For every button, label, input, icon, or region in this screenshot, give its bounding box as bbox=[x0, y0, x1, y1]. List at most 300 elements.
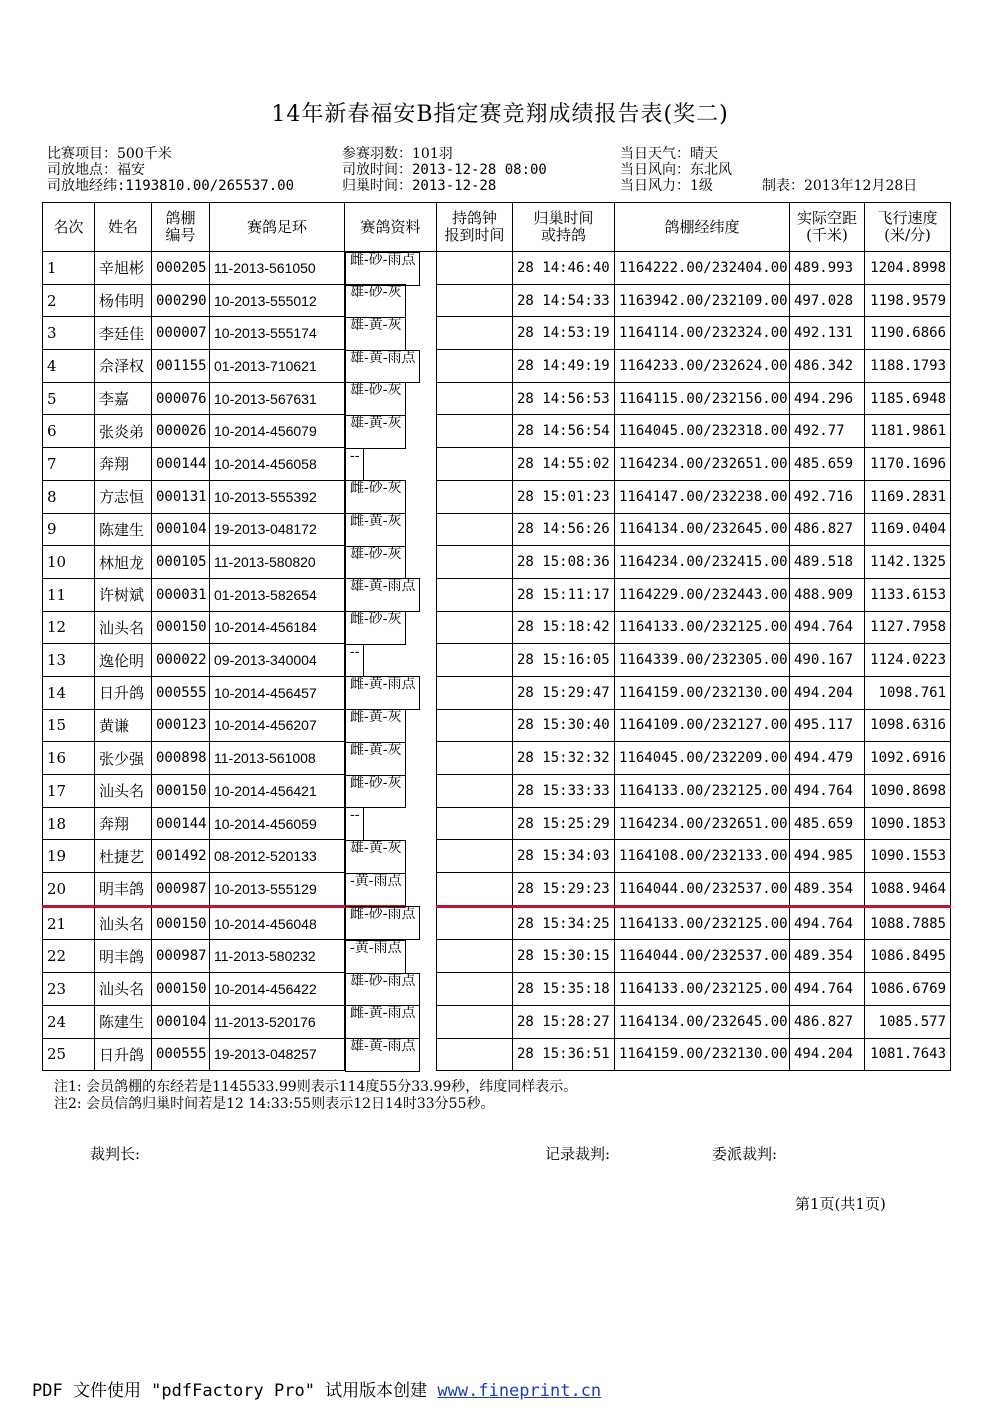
cell-arrival-time: 28 15:30:15 bbox=[513, 940, 615, 973]
cell-name: 黄谦 bbox=[95, 709, 152, 742]
table-row bbox=[43, 578, 951, 611]
cell-loft-id: 000150 bbox=[152, 611, 210, 644]
cell-ring: 08-2012-520133 bbox=[210, 840, 345, 873]
cell-distance: 486.827 bbox=[790, 1005, 865, 1038]
cell-speed: 1124.0223 bbox=[865, 644, 951, 677]
cell-distance: 492.77 bbox=[790, 415, 865, 448]
cell-loft-id: 000123 bbox=[152, 709, 210, 742]
cell-pigeon-info: 雄-砂-灰 bbox=[345, 546, 406, 580]
cell-loft-coords: 1164114.00/232324.00 bbox=[615, 317, 790, 350]
cell-rank: 10 bbox=[43, 546, 95, 579]
table-row bbox=[43, 350, 951, 383]
table-header-row bbox=[43, 203, 951, 252]
header-clock-time: 持鸽钟 报到时间 bbox=[437, 203, 513, 252]
cell-speed: 1142.1325 bbox=[865, 546, 951, 579]
cell-loft-coords: 1164229.00/232443.00 bbox=[615, 578, 790, 611]
page-title: 14年新春福安B指定赛竞翔成绩报告表(奖二) bbox=[271, 102, 729, 127]
cell-speed: 1204.8998 bbox=[865, 252, 951, 285]
cell-loft-coords: 1164133.00/232125.00 bbox=[615, 973, 790, 1006]
cell-ring: 10-2013-555174 bbox=[210, 317, 345, 350]
cell-loft-id: 000987 bbox=[152, 873, 210, 907]
cell-clock-time bbox=[437, 284, 513, 317]
cell-ring: 10-2014-456058 bbox=[210, 448, 345, 481]
header-loft-id: 鸽棚 编号 bbox=[152, 203, 210, 252]
cell-ring: 01-2013-710621 bbox=[210, 350, 345, 383]
cell-ring: 09-2013-340004 bbox=[210, 644, 345, 677]
cell-rank: 13 bbox=[43, 644, 95, 677]
cell-distance: 492.131 bbox=[790, 317, 865, 350]
cell-rank: 4 bbox=[43, 350, 95, 383]
cell-clock-time bbox=[437, 940, 513, 973]
cell-distance: 490.167 bbox=[790, 644, 865, 677]
page-number: 第1页(共1页) bbox=[795, 1195, 886, 1213]
cell-loft-id: 000026 bbox=[152, 415, 210, 448]
cell-loft-id: 000205 bbox=[152, 252, 210, 285]
cell-pigeon-info: -- bbox=[345, 644, 364, 678]
cell-loft-id: 000290 bbox=[152, 284, 210, 317]
cell-pigeon-info: 雌-砂-灰 bbox=[345, 480, 406, 514]
info-event: 比赛项目：500千米 bbox=[47, 146, 172, 162]
cell-distance: 488.909 bbox=[790, 578, 865, 611]
cell-name: 李廷佳 bbox=[95, 317, 152, 350]
cell-arrival-time: 28 14:56:26 bbox=[513, 513, 615, 546]
cell-name: 辛旭彬 bbox=[95, 252, 152, 285]
cell-arrival-time: 28 14:49:19 bbox=[513, 350, 615, 383]
cell-pigeon-info: 雄-黄-雨点 bbox=[345, 578, 420, 612]
cell-arrival-time: 28 14:54:33 bbox=[513, 284, 615, 317]
cell-distance: 486.827 bbox=[790, 513, 865, 546]
header-loft-coords: 鸽棚经纬度 bbox=[615, 203, 790, 252]
table-row bbox=[43, 644, 951, 677]
cell-name: 方志恒 bbox=[95, 480, 152, 513]
cell-clock-time bbox=[437, 973, 513, 1006]
cell-name: 汕头名 bbox=[95, 775, 152, 808]
cell-arrival-time: 28 15:34:25 bbox=[513, 906, 615, 940]
cell-ring: 10-2014-456079 bbox=[210, 415, 345, 448]
cell-clock-time bbox=[437, 448, 513, 481]
header-pigeon-info: 赛鸽资料 bbox=[345, 203, 437, 252]
table-row bbox=[43, 973, 951, 1006]
cell-arrival-time: 28 15:01:23 bbox=[513, 480, 615, 513]
table-row bbox=[43, 742, 951, 775]
cell-name: 张炎弟 bbox=[95, 415, 152, 448]
cell-loft-coords: 1164233.00/232624.00 bbox=[615, 350, 790, 383]
cell-clock-time bbox=[437, 840, 513, 873]
cell-clock-time bbox=[437, 676, 513, 709]
cell-pigeon-info: 雄-砂-灰 bbox=[345, 284, 406, 318]
note-1: 注1: 会员鸽棚的东经若是1145533.99则表示114度55分33.99秒，纬度同样表示。 bbox=[54, 1079, 578, 1095]
cell-loft-coords: 1164147.00/232238.00 bbox=[615, 480, 790, 513]
cell-rank: 3 bbox=[43, 317, 95, 350]
cell-pigeon-info: 雌-黄-灰 bbox=[345, 742, 406, 776]
header-distance: 实际空距 (千米) bbox=[790, 203, 865, 252]
cell-name: 林旭龙 bbox=[95, 546, 152, 579]
cell-speed: 1190.6866 bbox=[865, 317, 951, 350]
cell-rank: 6 bbox=[43, 415, 95, 448]
signature-chief: 裁判长: bbox=[90, 1145, 141, 1163]
info-wind-force: 当日风力：1级 bbox=[620, 178, 713, 194]
cell-distance: 492.716 bbox=[790, 480, 865, 513]
cell-loft-coords: 1164234.00/232651.00 bbox=[615, 448, 790, 481]
cell-distance: 494.764 bbox=[790, 611, 865, 644]
table-row bbox=[43, 252, 951, 285]
cell-ring: 11-2013-520176 bbox=[210, 1005, 345, 1038]
cell-name: 日升鸽 bbox=[95, 1038, 152, 1071]
cell-distance: 494.479 bbox=[790, 742, 865, 775]
cell-loft-id: 000555 bbox=[152, 676, 210, 709]
cell-loft-id: 000144 bbox=[152, 807, 210, 840]
cell-loft-coords: 1164234.00/232415.00 bbox=[615, 546, 790, 579]
cell-arrival-time: 28 15:29:47 bbox=[513, 676, 615, 709]
cell-arrival-time: 28 14:53:19 bbox=[513, 317, 615, 350]
table-row bbox=[43, 873, 951, 907]
table-row bbox=[43, 775, 951, 808]
results-table bbox=[42, 202, 951, 1071]
cell-rank: 15 bbox=[43, 709, 95, 742]
header-arrival-time: 归巢时间 或持鸽 bbox=[513, 203, 615, 252]
cell-ring: 10-2014-456457 bbox=[210, 676, 345, 709]
cell-clock-time bbox=[437, 775, 513, 808]
cell-speed: 1198.9579 bbox=[865, 284, 951, 317]
cell-speed: 1169.0404 bbox=[865, 513, 951, 546]
cell-ring: 19-2013-048257 bbox=[210, 1038, 345, 1071]
signature-assigned: 委派裁判: bbox=[712, 1145, 778, 1163]
info-wind-direction: 当日风向：东北风 bbox=[620, 162, 732, 178]
cell-rank: 1 bbox=[43, 252, 95, 285]
cell-clock-time bbox=[437, 1005, 513, 1038]
cell-loft-id: 000104 bbox=[152, 513, 210, 546]
cell-distance: 485.659 bbox=[790, 448, 865, 481]
table-row bbox=[43, 415, 951, 448]
cell-speed: 1081.7643 bbox=[865, 1038, 951, 1071]
cell-loft-coords: 1164133.00/232125.00 bbox=[615, 906, 790, 940]
cell-speed: 1185.6948 bbox=[865, 382, 951, 415]
cell-loft-coords: 1164159.00/232130.00 bbox=[615, 1038, 790, 1071]
footer-text: PDF 文件使用 "pdfFactory Pro" 试用版本创建 bbox=[32, 1381, 438, 1401]
cell-clock-time bbox=[437, 546, 513, 579]
cell-loft-id: 000076 bbox=[152, 382, 210, 415]
cell-arrival-time: 28 15:11:17 bbox=[513, 578, 615, 611]
cell-rank: 5 bbox=[43, 382, 95, 415]
cell-clock-time bbox=[437, 350, 513, 383]
cell-ring: 11-2013-561008 bbox=[210, 742, 345, 775]
cell-ring: 10-2014-456207 bbox=[210, 709, 345, 742]
cell-speed: 1098.6316 bbox=[865, 709, 951, 742]
cell-speed: 1181.9861 bbox=[865, 415, 951, 448]
cell-loft-coords: 1164133.00/232125.00 bbox=[615, 775, 790, 808]
cell-pigeon-info: -黄-雨点 bbox=[345, 873, 406, 909]
cell-arrival-time: 28 15:29:23 bbox=[513, 873, 615, 907]
cell-ring: 10-2014-456184 bbox=[210, 611, 345, 644]
table-row bbox=[43, 382, 951, 415]
header-rank: 名次 bbox=[43, 203, 95, 252]
cell-rank: 7 bbox=[43, 448, 95, 481]
cell-loft-id: 000105 bbox=[152, 546, 210, 579]
cell-distance: 489.354 bbox=[790, 940, 865, 973]
cell-ring: 19-2013-048172 bbox=[210, 513, 345, 546]
cell-distance: 485.659 bbox=[790, 807, 865, 840]
cell-distance: 494.764 bbox=[790, 906, 865, 940]
cell-pigeon-info: 雌-黄-雨点 bbox=[345, 1005, 420, 1039]
cell-pigeon-info: 雌-砂-灰 bbox=[345, 611, 406, 645]
info-return-time: 归巢时间：2013-12-28 bbox=[342, 178, 497, 194]
cell-rank: 12 bbox=[43, 611, 95, 644]
cell-distance: 494.985 bbox=[790, 840, 865, 873]
cell-arrival-time: 28 15:25:29 bbox=[513, 807, 615, 840]
cell-loft-coords: 1164234.00/232651.00 bbox=[615, 807, 790, 840]
cell-name: 张少强 bbox=[95, 742, 152, 775]
cell-rank: 21 bbox=[43, 906, 95, 940]
header-name: 姓名 bbox=[95, 203, 152, 252]
cell-pigeon-info: 雌-黄-灰 bbox=[345, 709, 406, 743]
cell-speed: 1188.1793 bbox=[865, 350, 951, 383]
cell-speed: 1088.9464 bbox=[865, 873, 951, 907]
cell-rank: 23 bbox=[43, 973, 95, 1006]
cell-speed: 1098.761 bbox=[865, 676, 951, 709]
cell-pigeon-info: 雄-黄-雨点 bbox=[345, 350, 420, 384]
cell-pigeon-info: -- bbox=[345, 448, 364, 482]
cell-distance: 494.296 bbox=[790, 382, 865, 415]
header-speed: 飞行速度 (米/分) bbox=[865, 203, 951, 252]
cell-loft-coords: 1164044.00/232537.00 bbox=[615, 873, 790, 907]
cell-clock-time bbox=[437, 415, 513, 448]
cell-clock-time bbox=[437, 644, 513, 677]
cell-rank: 24 bbox=[43, 1005, 95, 1038]
cell-arrival-time: 28 15:18:42 bbox=[513, 611, 615, 644]
cell-arrival-time: 28 14:46:40 bbox=[513, 252, 615, 285]
cell-clock-time bbox=[437, 578, 513, 611]
cell-distance: 486.342 bbox=[790, 350, 865, 383]
cell-loft-id: 000898 bbox=[152, 742, 210, 775]
cell-pigeon-info: 雄-砂-雨点 bbox=[345, 973, 420, 1007]
cell-loft-id: 000555 bbox=[152, 1038, 210, 1071]
info-weather: 当日天气：晴天 bbox=[620, 146, 718, 162]
cell-clock-time bbox=[437, 906, 513, 940]
cell-ring: 10-2014-456421 bbox=[210, 775, 345, 808]
cell-arrival-time: 28 15:35:18 bbox=[513, 973, 615, 1006]
table-row bbox=[43, 676, 951, 709]
footer bbox=[32, 1376, 601, 1401]
cell-loft-id: 000104 bbox=[152, 1005, 210, 1038]
cell-pigeon-info: -黄-雨点 bbox=[345, 940, 406, 974]
cell-loft-id: 000150 bbox=[152, 775, 210, 808]
info-release-place: 司放地点：福安 bbox=[47, 162, 145, 178]
cell-clock-time bbox=[437, 611, 513, 644]
cell-ring: 10-2013-567631 bbox=[210, 382, 345, 415]
cell-distance: 489.518 bbox=[790, 546, 865, 579]
cell-ring: 10-2013-555129 bbox=[210, 873, 345, 907]
info-made-by: 制表：2013年12月28日 bbox=[762, 178, 918, 194]
cell-pigeon-info: 雌-砂-雨点 bbox=[345, 252, 420, 286]
cell-name: 明丰鸽 bbox=[95, 873, 152, 907]
info-entries: 参赛羽数：101羽 bbox=[342, 146, 453, 162]
cell-speed: 1090.8698 bbox=[865, 775, 951, 808]
cell-arrival-time: 28 15:34:03 bbox=[513, 840, 615, 873]
cell-clock-time bbox=[437, 807, 513, 840]
cell-clock-time bbox=[437, 709, 513, 742]
cell-name: 日升鸽 bbox=[95, 676, 152, 709]
cell-rank: 16 bbox=[43, 742, 95, 775]
cell-speed: 1088.7885 bbox=[865, 906, 951, 940]
cell-arrival-time: 28 15:36:51 bbox=[513, 1038, 615, 1071]
cell-arrival-time: 28 15:30:40 bbox=[513, 709, 615, 742]
cell-loft-coords: 1164109.00/232127.00 bbox=[615, 709, 790, 742]
cell-loft-coords: 1164134.00/232645.00 bbox=[615, 1005, 790, 1038]
cell-loft-id: 000031 bbox=[152, 578, 210, 611]
cell-loft-coords: 1164133.00/232125.00 bbox=[615, 611, 790, 644]
table-row bbox=[43, 906, 951, 940]
table-row bbox=[43, 448, 951, 481]
cell-rank: 11 bbox=[43, 578, 95, 611]
table-row bbox=[43, 807, 951, 840]
cell-name: 陈建生 bbox=[95, 513, 152, 546]
cell-arrival-time: 28 15:32:32 bbox=[513, 742, 615, 775]
cell-loft-coords: 1164134.00/232645.00 bbox=[615, 513, 790, 546]
cell-ring: 11-2013-580820 bbox=[210, 546, 345, 579]
cell-loft-id: 000007 bbox=[152, 317, 210, 350]
cell-speed: 1169.2831 bbox=[865, 480, 951, 513]
cell-name: 陈建生 bbox=[95, 1005, 152, 1038]
cell-distance: 489.354 bbox=[790, 873, 865, 907]
cell-loft-coords: 1164339.00/232305.00 bbox=[615, 644, 790, 677]
cell-ring: 10-2013-555012 bbox=[210, 284, 345, 317]
cell-loft-id: 000022 bbox=[152, 644, 210, 677]
cell-loft-id: 000987 bbox=[152, 940, 210, 973]
cell-name: 杨伟明 bbox=[95, 284, 152, 317]
footer-link[interactable]: www.fineprint.cn bbox=[437, 1381, 602, 1401]
cell-rank: 25 bbox=[43, 1038, 95, 1071]
cell-pigeon-info: 雄-黄-灰 bbox=[345, 415, 406, 449]
cell-loft-coords: 1164045.00/232209.00 bbox=[615, 742, 790, 775]
cell-clock-time bbox=[437, 1038, 513, 1071]
cell-clock-time bbox=[437, 252, 513, 285]
cell-arrival-time: 28 15:16:05 bbox=[513, 644, 615, 677]
cell-speed: 1085.577 bbox=[865, 1005, 951, 1038]
cell-rank: 8 bbox=[43, 480, 95, 513]
cell-speed: 1127.7958 bbox=[865, 611, 951, 644]
cell-loft-id: 000131 bbox=[152, 480, 210, 513]
cell-loft-coords: 1163942.00/232109.00 bbox=[615, 284, 790, 317]
cell-ring: 10-2014-456059 bbox=[210, 807, 345, 840]
cell-name: 汕头名 bbox=[95, 611, 152, 644]
table-row bbox=[43, 546, 951, 579]
cell-pigeon-info: 雌-砂-雨点 bbox=[345, 906, 420, 940]
cell-clock-time bbox=[437, 513, 513, 546]
cell-loft-id: 000150 bbox=[152, 973, 210, 1006]
cell-clock-time bbox=[437, 382, 513, 415]
cell-distance: 494.764 bbox=[790, 973, 865, 1006]
cell-name: 李嘉 bbox=[95, 382, 152, 415]
cell-distance: 494.204 bbox=[790, 676, 865, 709]
cell-loft-coords: 1164159.00/232130.00 bbox=[615, 676, 790, 709]
cell-clock-time bbox=[437, 873, 513, 907]
cell-speed: 1090.1553 bbox=[865, 840, 951, 873]
cell-speed: 1133.6153 bbox=[865, 578, 951, 611]
cell-loft-id: 000144 bbox=[152, 448, 210, 481]
cell-arrival-time: 28 15:08:36 bbox=[513, 546, 615, 579]
cell-name: 明丰鸽 bbox=[95, 940, 152, 973]
cell-loft-coords: 1164108.00/232133.00 bbox=[615, 840, 790, 873]
cell-arrival-time: 28 14:56:54 bbox=[513, 415, 615, 448]
cell-name: 汕头名 bbox=[95, 973, 152, 1006]
table-row bbox=[43, 840, 951, 873]
cell-rank: 2 bbox=[43, 284, 95, 317]
signature-record: 记录裁判: bbox=[545, 1145, 611, 1163]
cell-rank: 19 bbox=[43, 840, 95, 873]
cell-speed: 1086.6769 bbox=[865, 973, 951, 1006]
cell-pigeon-info: 雌-黄-雨点 bbox=[345, 676, 420, 710]
cell-ring: 10-2014-456048 bbox=[210, 906, 345, 940]
cell-arrival-time: 28 14:55:02 bbox=[513, 448, 615, 481]
cell-loft-coords: 1164222.00/232404.00 bbox=[615, 252, 790, 285]
cell-pigeon-info: 雌-砂-灰 bbox=[345, 775, 406, 809]
cell-rank: 14 bbox=[43, 676, 95, 709]
cell-arrival-time: 28 15:28:27 bbox=[513, 1005, 615, 1038]
table-row bbox=[43, 1038, 951, 1071]
cell-rank: 22 bbox=[43, 940, 95, 973]
cell-pigeon-info: 雄-黄-灰 bbox=[345, 840, 406, 874]
cell-clock-time bbox=[437, 742, 513, 775]
table-row bbox=[43, 1005, 951, 1038]
cell-ring: 01-2013-582654 bbox=[210, 578, 345, 611]
cell-distance: 497.028 bbox=[790, 284, 865, 317]
cell-loft-coords: 1164045.00/232318.00 bbox=[615, 415, 790, 448]
cell-speed: 1170.1696 bbox=[865, 448, 951, 481]
table-row bbox=[43, 513, 951, 546]
table-row bbox=[43, 940, 951, 973]
cell-name: 奔翔 bbox=[95, 448, 152, 481]
cell-name: 逸伦明 bbox=[95, 644, 152, 677]
table-row bbox=[43, 611, 951, 644]
cell-pigeon-info: 雄-砂-灰 bbox=[345, 382, 406, 416]
cell-pigeon-info: 雌-黄-灰 bbox=[345, 513, 406, 547]
cell-arrival-time: 28 14:56:53 bbox=[513, 382, 615, 415]
header-ring: 赛鸽足环 bbox=[210, 203, 345, 252]
cell-loft-id: 001155 bbox=[152, 350, 210, 383]
cell-distance: 495.117 bbox=[790, 709, 865, 742]
cell-ring: 10-2013-555392 bbox=[210, 480, 345, 513]
cell-loft-coords: 1164044.00/232537.00 bbox=[615, 940, 790, 973]
cell-speed: 1086.8495 bbox=[865, 940, 951, 973]
cell-arrival-time: 28 15:33:33 bbox=[513, 775, 615, 808]
cell-loft-id: 000150 bbox=[152, 906, 210, 940]
cell-name: 许树斌 bbox=[95, 578, 152, 611]
cell-loft-id: 001492 bbox=[152, 840, 210, 873]
cell-name: 杜捷艺 bbox=[95, 840, 152, 873]
cell-pigeon-info: 雄-黄-雨点 bbox=[345, 1038, 420, 1072]
cell-clock-time bbox=[437, 317, 513, 350]
cell-pigeon-info: -- bbox=[345, 807, 364, 841]
table-row bbox=[43, 284, 951, 317]
note-2: 注2: 会员信鸽归巢时间若是12 14:33:55则表示12日14时33分55秒。 bbox=[54, 1096, 495, 1112]
cell-name: 汕头名 bbox=[95, 906, 152, 940]
cell-pigeon-info: 雄-黄-灰 bbox=[345, 317, 406, 351]
cell-clock-time bbox=[437, 480, 513, 513]
cell-ring: 11-2013-561050 bbox=[210, 252, 345, 285]
table-row bbox=[43, 480, 951, 513]
cell-speed: 1092.6916 bbox=[865, 742, 951, 775]
info-release-coords: 司放地经纬:1193810.00/265537.00 bbox=[47, 178, 295, 194]
cell-loft-coords: 1164115.00/232156.00 bbox=[615, 382, 790, 415]
cell-rank: 20 bbox=[43, 873, 95, 907]
cell-distance: 489.993 bbox=[790, 252, 865, 285]
cell-rank: 9 bbox=[43, 513, 95, 546]
cell-rank: 17 bbox=[43, 775, 95, 808]
info-release-time: 司放时间：2013-12-28 08:00 bbox=[342, 162, 547, 178]
cell-name: 佘泽权 bbox=[95, 350, 152, 383]
cell-distance: 494.764 bbox=[790, 775, 865, 808]
cell-speed: 1090.1853 bbox=[865, 807, 951, 840]
